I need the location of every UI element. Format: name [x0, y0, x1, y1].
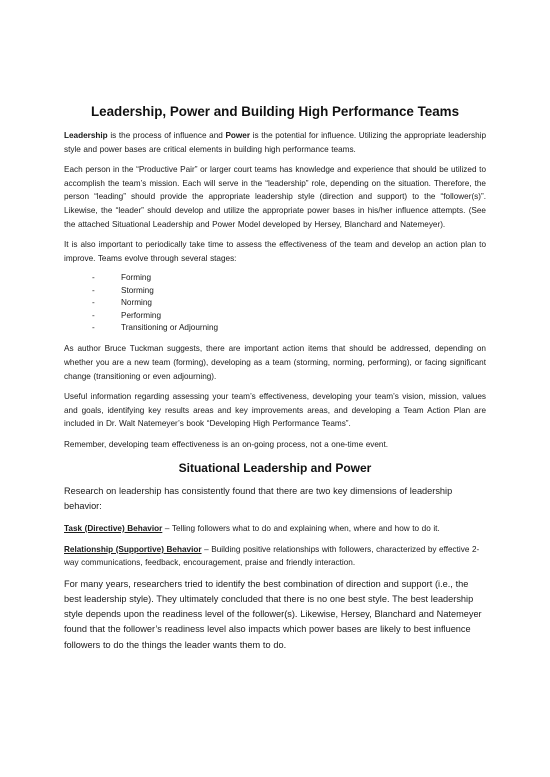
stage-label: Transitioning or Adjourning	[121, 322, 219, 332]
list-item	[92, 310, 486, 322]
list-item	[92, 285, 486, 297]
list-dash: -	[92, 285, 95, 295]
productive-pair-paragraph: Each person in the “Productive Pair” or larger court teams has knowledge and experience that should be utilized to accomplish the team’s mission. Each will serve in the “leadership” role, depending on the situation. Therefore, the person “leading” should provide the appropriate leadership style (direction and support) to the “follower(s)”. Likewise, the “leader” should develop and utilize the appropriate power bases in his/her influence attempts. (See the attached Situational Leadership and Power Model developed by Hersey, Blanchard and Natemeyer).	[64, 165, 486, 229]
assess-paragraph: It is also important to periodically take time to assess the effectiveness of the team and develop an action plan to improve. Teams evolve through several stages:	[64, 240, 486, 263]
tuckman-paragraph: As author Bruce Tuckman suggests, there are important action items that should be addressed, depending on whether you are a new team (forming), developing as a team (storming, norming, performing), or facing significant change (transitioning or even adjourning).	[64, 344, 486, 381]
list-dash: -	[92, 298, 95, 308]
task-term: Task (Directive) Behavior	[64, 523, 163, 533]
relationship-term: Relationship (Supportive) Behavior	[64, 544, 202, 554]
relationship-definition	[64, 543, 486, 570]
task-text: – Telling followers what to do and explaining when, where and how to do it.	[162, 523, 440, 533]
list-item	[92, 322, 486, 334]
intro-mid: is the process of influence and	[107, 131, 226, 140]
power-term: Power	[225, 131, 251, 140]
remember-paragraph: Remember, developing team effectiveness is an on-going process, not a one-time event.	[64, 439, 389, 449]
document-body	[64, 103, 486, 660]
stage-label: Storming	[121, 285, 154, 295]
intro-paragraph	[64, 129, 486, 156]
research-paragraph: Research on leadership has consistently found that there are two key dimensions of leadership behavior:	[64, 485, 453, 511]
page-title: Leadership, Power and Building High Performance Teams	[90, 104, 460, 119]
team-stages-list	[64, 272, 486, 334]
stage-label: Norming	[121, 298, 152, 308]
list-item	[92, 297, 486, 309]
best-style-paragraph: For many years, researchers tried to identify the best combination of direction and support (i.e., the best leadership style). They ultimately concluded that there is no one best style. The best leadership style depends upon the readiness level of the follower(s). Likewise, Hersey, Blanchard and Natemeyer found that the follower’s readiness level also impacts which power bases are likely to best influence followers to do the things the leader wants them to do.	[64, 578, 482, 650]
list-dash: -	[92, 273, 95, 283]
leadership-term: Leadership	[64, 131, 108, 140]
section-heading: Situational Leadership and Power	[178, 460, 372, 475]
intro-rest: is the potential for influence. Utilizing the appropriate leadership style and power bases are critical elements in building high performance teams.	[64, 131, 486, 154]
stage-label: Performing	[121, 310, 162, 320]
list-item	[92, 272, 486, 284]
stage-label: Forming	[121, 273, 152, 283]
task-definition	[64, 522, 486, 536]
useful-info-paragraph: Useful information regarding assessing your team’s effectiveness, developing your team’s vision, mission, values and goals, identifying key results areas and key improvements areas, and developing a Team Action Plan are included in Dr. Walt Natemeyer’s book “Developing High Performance Teams”.	[64, 392, 486, 429]
list-dash: -	[92, 310, 95, 320]
relationship-text: – Building positive relationships with followers, characterized by effective 2-way communications, feedback, encouragement, praise and friendly interaction.	[64, 544, 480, 568]
list-dash: -	[92, 322, 95, 332]
